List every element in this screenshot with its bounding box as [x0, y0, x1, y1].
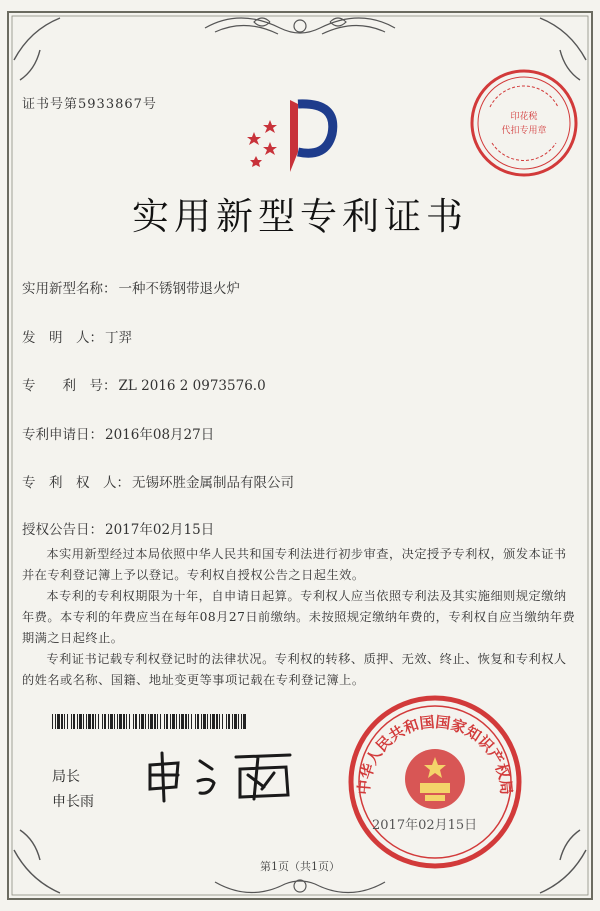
field-label: 专 利 号：	[22, 378, 117, 394]
director-name: 申长雨	[52, 794, 94, 810]
field-label: 授权公告日：	[22, 522, 103, 538]
field-label: 发 明 人：	[22, 330, 103, 346]
seal-text: 中华人民共和国国家知识产权局	[354, 712, 516, 796]
field-label: 专利申请日：	[22, 427, 103, 443]
director-signature	[140, 747, 300, 805]
field-value: 无锡环胜金属制品有限公司	[132, 475, 294, 491]
svg-text:印花税: 印花税	[510, 112, 538, 122]
tax-stamp-seal	[468, 67, 580, 179]
page-number: 第1页（共1页）	[260, 860, 340, 873]
field-grant-date	[22, 518, 214, 538]
paragraph-legal-status: 专利证书记载专利权登记时的法律状况。专利权的转移、质押、无效、终止、恢复和专利权人的姓名或名称、国籍、地址变更等事项记载在专利登记簿上。	[22, 652, 567, 687]
director-title: 局长	[52, 769, 80, 785]
field-label: 专 利 权 人：	[22, 475, 130, 491]
official-seal	[346, 693, 524, 871]
field-utility-model-name	[22, 277, 240, 297]
field-patent-number	[22, 374, 266, 394]
cnipa-logo-icon	[240, 92, 345, 177]
field-value: ZL 2016 2 0973576.0	[118, 378, 266, 394]
field-value: 丁羿	[105, 330, 132, 346]
page-title: 实用新型专利证书	[132, 195, 468, 238]
barcode-icon	[52, 714, 247, 729]
field-value: 2016年08月27日	[105, 427, 215, 443]
seal-date: 2017年02月15日	[372, 818, 478, 833]
paragraph-term-notice: 本专利的专利权期限为十年，自申请日起算。专利权人应当依照专利法及其实施细则规定缴纳年费。本专利的年费应当在每年08月27日前缴纳。未按照规定缴纳年费的，专利权自应当缴纳年费期满之日起终止。	[22, 589, 576, 645]
field-inventor	[22, 326, 132, 346]
field-value: 2017年02月15日	[105, 522, 215, 538]
field-value: 一种不锈钢带退火炉	[118, 281, 240, 297]
field-patentee	[22, 471, 294, 491]
svg-text:代扣专用章: 代扣专用章	[501, 126, 547, 136]
certificate-number: 证书号第5933867号	[22, 97, 157, 112]
field-application-date	[22, 423, 214, 443]
field-label: 实用新型名称：	[22, 281, 117, 297]
paragraph-grant-notice: 本实用新型经过本局依照中华人民共和国专利法进行初步审查，决定授予专利权，颁发本证书并在专利登记簿上予以登记。专利权自授权公告之日起生效。	[22, 547, 567, 582]
